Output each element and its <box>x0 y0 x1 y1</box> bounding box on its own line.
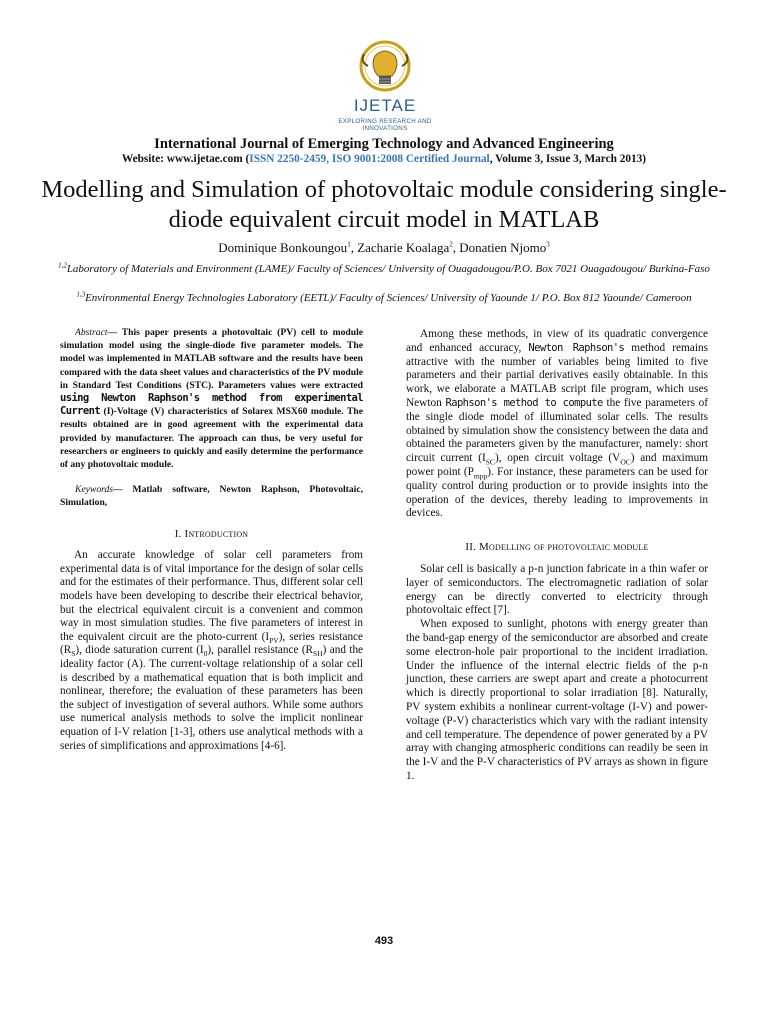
affiliation-1 <box>40 262 728 277</box>
right-column <box>406 328 708 784</box>
affiliation-1-text: Laboratory of Materials and Environment (LAME)/ Faculty of Sciences/ University of Ouagadougou/P.O. Box 7021 Ouagadougou/ Burkina-Faso <box>66 263 710 275</box>
intro-sub-pv: PV <box>269 636 279 646</box>
author-2-sup: 2 <box>449 240 453 249</box>
logo-tagline: EXPLORING RESEARCH AND INNOVATIONS <box>338 118 432 132</box>
intro-text-2: ), series resistance (R <box>60 630 363 657</box>
intro-sub-0: 0 <box>203 649 208 659</box>
paper-title: Modelling and Simulation of photovoltaic module considering single-diode equivalent circuit model in MATLAB <box>41 176 727 233</box>
intro-text-1: An accurate knowledge of solar cell parameters from experimental data is of vital importance for the design of solar cells and for the estimates of their performance. Thus, different solar cell models have been developing to describe their electrical behavior, but the electrical equivalent circuit is a convenient and common way in most simulation studies. The five parameters of interest in the equivalent circuit are the photo-current (I <box>60 549 363 643</box>
methods-text-4: ), open circuit voltage (V <box>494 452 621 465</box>
keywords-dash: — <box>113 484 133 496</box>
author-3-sup: 3 <box>546 240 550 249</box>
journal-name: International Journal of Emerging Technology and Advanced Engineering <box>154 136 614 152</box>
keywords-label: Keywords <box>75 484 114 496</box>
methods-mono-1: Newton Raphson's <box>528 341 625 354</box>
logo-name: IJETAE <box>353 96 417 115</box>
section-heading-modelling: II. Modelling of photovoltaic module <box>465 541 649 554</box>
methods-sub-sc: SC <box>485 457 495 467</box>
author-1-sup: 1 <box>347 240 351 249</box>
introduction-paragraph <box>60 549 363 753</box>
keywords <box>60 483 363 509</box>
methods-mono-2: Raphson's method to compute <box>445 396 603 409</box>
methods-paragraph <box>406 328 708 521</box>
affiliation-1-sup: 1,2 <box>58 261 67 270</box>
author-list <box>0 240 768 256</box>
abstract-text-2: (I)-Voltage (V) characteristics of Solarex MSX60 module. The results obtained are in good agreement with the experimental data provided by manufacturer. The approach can thus, be very useful for researchers or engineers to quickly and easily determine the performance of any photovoltaic module. <box>60 406 363 471</box>
section-heading-introduction: I. Introduction <box>174 527 249 540</box>
intro-sub-s: S <box>71 649 76 659</box>
intro-text-5: ) and the ideality factor (A). The current-voltage relationship of a solar cell is described by a mathematical equation that is both implicit and nonlinear, therefore; the evaluation of these parameters has been the subject of investigation of several authors. While some authors use numerical analysis methods to solve the implicit nonlinear equation of I-V relation [1-3], others use analytical methods with a series of simplifications and approximations [4-6]. <box>60 644 364 752</box>
methods-text-5: ) and maximum power point (P <box>406 452 709 478</box>
abstract <box>60 326 363 471</box>
website-prefix: Website: www.ijetae.com ( <box>121 153 250 165</box>
author-2: , Zacharie Koalaga <box>350 240 450 255</box>
journal-logo <box>330 38 440 130</box>
intro-text-4: ), parallel resistance (R <box>207 644 314 657</box>
page-number: 493 <box>374 935 394 947</box>
intro-sub-sh: SH <box>313 649 323 659</box>
abstract-mono-text: using Newton Raphson's method from experimental Current <box>60 392 363 418</box>
methods-text-6: ). For instance, these parameters can be used for quality control during production or to provide insights into the operation of the devices, thereby leading to improvements in devices. <box>406 465 708 520</box>
abstract-label: Abstract <box>75 327 108 338</box>
methods-sub-mpp: mpp <box>473 471 488 481</box>
intro-text-3: ), diode saturation current (I <box>75 644 204 657</box>
abstract-text-1: This paper presents a photovoltaic (PV) cell to module simulation model using the single-diode five parameter models. The model was implemented in MATLAB software and the results have been compared with the data sheet values and characteristics of the PV module in Standard Test Conditions (STC). Parameters values were extracted <box>60 327 363 391</box>
keywords-text: Matlab software, Newton Raphson, Photovoltaic, Simulation, <box>60 484 363 509</box>
methods-text-3: the five parameters of the single diode model of illuminated solar cells. The results obtained by simulation show the consistency between the data and obtained the parameters given by the manufacturer, namely: short circuit current (I <box>406 396 709 465</box>
affiliation-2-sup: 1,3 <box>76 290 86 299</box>
modelling-paragraph-2: When exposed to sunlight, photons with energy greater than the band-gap energy of the semiconductor are absorbed and create some electron-hole pair proportional to the incident irradiation. Under the influence of the internal electric fields of the p-n junction, these carriers are swept apart and create a photocurrent which is directly proportional to solar irradiation [8]. Naturally, PV system exhibits a nonlinear current-voltage (I-V) and power-voltage (P-V) characteristics which vary with the radiant intensity and cell temperature. The dependence of power generated by a PV array with changing atmospheric conditions can readily be seen in the I-V and the P-V characteristics of PV arrays as shown in figure 1. <box>406 618 708 782</box>
methods-text-2: method remains attractive with the number of variables being limited to five parameters and their partial derivatives easily obtainable. In this work, we elaborate a MATLAB script file program, which uses Newton <box>406 341 708 409</box>
lightbulb-logo-icon <box>330 38 440 98</box>
issn-link[interactable]: ISSN 2250-2459, ISO 9001:2008 Certified Journal <box>249 153 490 165</box>
left-column <box>60 326 363 753</box>
author-1: Dominique Bonkoungou <box>218 240 348 255</box>
affiliation-2-text: Environmental Energy Technologies Laboratory (EETL)/ Faculty of Sciences/ University of Yaounde 1/ P.O. Box 812 Yaounde/ Cameroon <box>85 292 692 304</box>
journal-website-line <box>0 153 768 165</box>
abstract-dash: — <box>107 327 122 338</box>
affiliation-2 <box>40 291 728 306</box>
author-3: , Donatien Njomo <box>452 240 547 255</box>
modelling-paragraph-1: Solar cell is basically a p-n junction fabricate in a thin wafer or layer of semiconductors. The electromagnetic radiation of solar energy can be directly converted to electricity through photovoltaic effect [7]. <box>406 562 708 617</box>
methods-text-1: Among these methods, in view of its quadratic convergence and enhanced accuracy, <box>406 328 708 354</box>
website-suffix: , Volume 3, Issue 3, March 2013) <box>489 153 647 165</box>
methods-sub-oc: OC <box>620 457 631 467</box>
